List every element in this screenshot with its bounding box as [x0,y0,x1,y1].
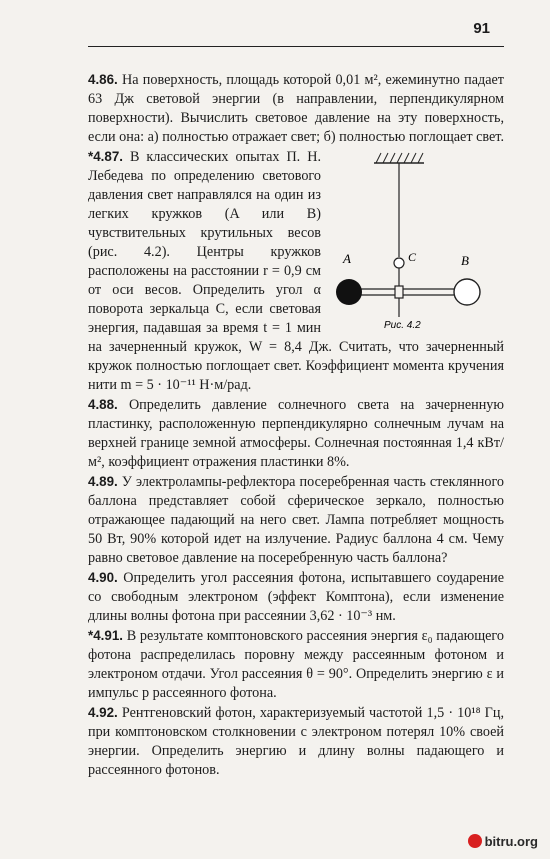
problem-4-92 [88,703,504,780]
label-b: B [461,253,469,268]
mirror-c [394,258,404,268]
beam-hub [395,286,403,298]
problem-4-88 [88,395,504,472]
problem-number: *4.91. [88,628,123,643]
disk-b [454,279,480,305]
header-rule [88,46,504,47]
watermark-logo-icon [468,834,482,848]
problem-text: Определить давление солнечного света на зачерненную пластинку, расположенную перпендикулярно солнечным лучам на верхней границе земной атмосферы. Солнечная постоянная 1,4 кВт/м², коэффициент отражения пластинки 8%. [88,397,504,470]
problem-text: В результате комптоновского рассеяния энергия ε₀ падающего фотона распределилась поровну между рассеянным фотоном и электроном отдачи. Угол рассеяния θ = 90°. Определить энергию ε и импульс p рассеянного фотона. [88,628,504,701]
problem-number: 4.89. [88,474,118,489]
page-body [88,70,504,780]
problem-4-86 [88,70,504,147]
problem-text: Рентгеновский фотон, характеризуемый частотой 1,5 · 10¹⁸ Гц, при комптоновском столкновении с электроном потерял 10% своей энергии. Определить энергию и длину волны падающего и рассеянного фотонов. [88,705,504,778]
problem-number: 4.90. [88,570,118,585]
problem-4-91 [88,626,504,703]
label-a: A [343,251,351,266]
page-number: 91 [473,20,490,37]
figure-4-2 [329,149,504,333]
problem-text: Определить угол рассеяния фотона, испытавшего соударение со свободным электроном (эффект Комптона), если изменение длины волны фотона при рассеянии 3,62 · 10⁻³ нм. [88,570,504,624]
watermark [468,834,538,849]
disk-a [336,279,362,305]
problem-text: В классических опытах П. Н. Лебедева по определению светового давления свет направлялся на один из легких кружков (A или B) чувствительных крутильных весов (рис. 4.2). Центры кружков расположены на расстоянии r = 0,9 см от оси весов. Определить угол α поворота зеркальца C, если световая энергия, падавшая за время t = 1 мин на зачерненный кружок, W = 8,4 Дж. Считать, что зачерненный кружок полностью поглощает свет. Коэффициент момента кручения нити m = 5 · 10⁻¹¹ Н·м/рад. [88,149,504,393]
problem-number: *4.87. [88,149,123,164]
problem-text: На поверхность, площадь которой 0,01 м², ежеминутно падает 63 Дж световой энергии (в направлении, перпендикулярном поверхности). Вычислить световое давление на эту поверхность, если она: а) полностью отражает свет; б) полностью поглощает свет. [88,72,505,145]
figure-caption: Рис. 4.2 [384,320,421,331]
label-c: C [408,250,417,264]
problem-4-90 [88,568,504,626]
problem-number: 4.88. [88,397,118,412]
torsion-balance-diagram [329,149,504,333]
problem-4-89 [88,472,504,568]
ceiling-hatching [376,153,423,163]
problem-text: У электролампы-рефлектора посеребренная часть стеклянного баллона представляет собой сферическое зеркало, полностью отражающее падающий на него свет. Лампа потребляет мощность 50 Вт, 90% которой идет на излучение. Радиус баллона 4 см. Чему равно световое давление на посеребренную часть баллона? [88,474,505,566]
watermark-text: bitru.org [484,834,538,849]
problem-number: 4.86. [88,72,118,87]
problem-number: 4.92. [88,705,118,720]
